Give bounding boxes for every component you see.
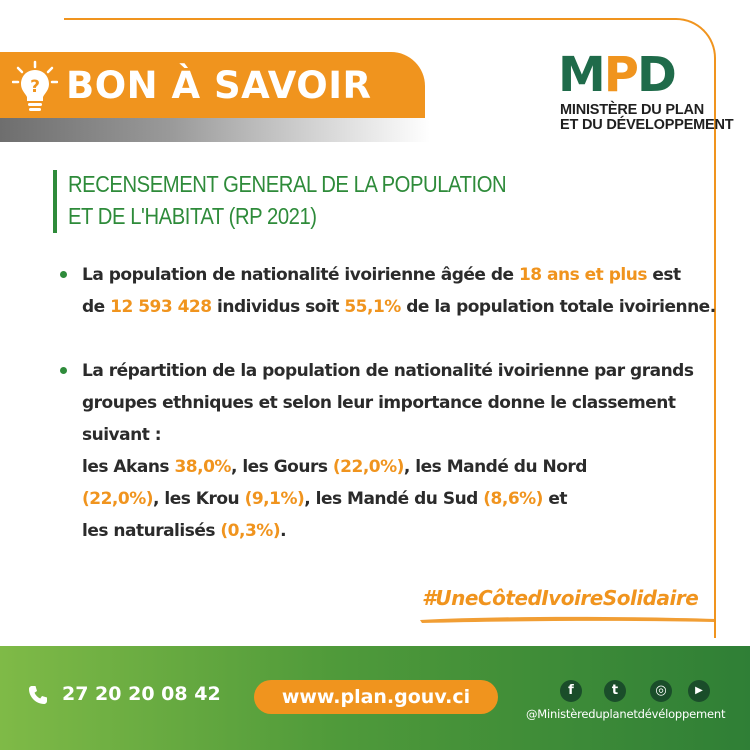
svg-text:?: ? [30,77,40,97]
youtube-icon[interactable]: ▶ [688,680,710,702]
bullet2-line-3: suivant : [82,425,162,445]
logo-line-2: ET DU DÉVELOPPEMENT [560,117,734,133]
facebook-icon[interactable]: f [560,680,582,702]
social-handle: @Ministèreduplanetdévéloppement [526,707,726,721]
banner-title: BON À SAVOIR [66,64,372,107]
bullet2-line-2: groupes ethniques et selon leur importance donne le classement [82,393,676,413]
instagram-icon[interactable]: ◎ [650,680,672,702]
section-accent-bar [53,170,57,233]
bullet1-line-2: de 12 593 428 individus soit 55,1% de la population totale ivoirienne. [82,297,716,317]
twitter-icon[interactable]: t [604,680,626,702]
hashtag-brush-underline [418,614,718,624]
bullet-dot [60,271,67,278]
ministry-logo [556,47,734,140]
banner-shadow [0,118,430,142]
logo-letters: MPD [558,47,675,103]
phone-icon [28,685,48,705]
website-link[interactable] [254,680,498,714]
logo-line-1: MINISTÈRE DU PLAN [560,102,705,118]
website-url: www.plan.gouv.ci [281,686,471,708]
section-title [68,168,506,232]
section-title-line-1: RECENSEMENT GENERAL DE LA POPULATION [68,171,507,197]
hashtag: #UneCôtedIvoireSolidaire [422,586,699,610]
phone-number: 27 20 20 08 42 [62,683,221,705]
bullet2-line-1: La répartition de la population de nationalité ivoirienne par grands [82,361,694,381]
bullet2-line-5: (22,0%), les Krou (9,1%), les Mandé du Sud (8,6%) et [82,489,568,509]
bullet-dot [60,367,67,374]
bullet2-line-4: les Akans 38,0%, les Gours (22,0%), les Mandé du Nord [82,457,587,477]
bullet1-line-1: La population de nationalité ivoirienne âgée de 18 ans et plus est [82,265,681,285]
section-title-line-2: ET DE L'HABITAT (RP 2021) [68,203,317,229]
lightbulb-question-icon [12,60,58,114]
bullet2-line-6: les naturalisés (0,3%). [82,521,287,541]
